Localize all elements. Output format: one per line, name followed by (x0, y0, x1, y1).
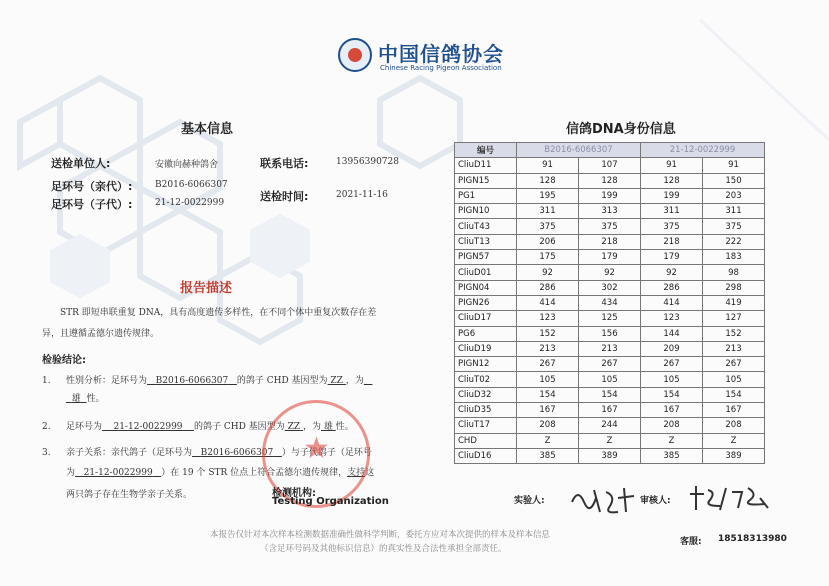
dna-row (455, 173, 765, 188)
dna-locus-cell: CliuD11 (455, 158, 517, 173)
service-label: 客服: (680, 537, 702, 547)
dna-row (455, 448, 765, 463)
dna-allele-cell: 123 (517, 311, 579, 326)
dna-locus-cell: CliuT43 (455, 219, 517, 234)
official-seal-stamp: ★ (262, 400, 370, 508)
item2-text: 足环号为 21-12-0022999 的鸽子 CHD 基因型为 ZZ ，为 雄 性。 (66, 422, 354, 432)
item2-ring: 21-12-0022999 (113, 422, 183, 432)
parent-ring-label: 足环号（亲代）: (51, 180, 133, 193)
dna-allele-cell: 92 (641, 265, 703, 280)
parent-ring-value: B2016-6066307 (155, 180, 228, 190)
testing-org-label: 检测机构: (272, 488, 316, 499)
dna-locus-cell: CliuT17 (455, 418, 517, 433)
reviewer-label: 审核人: (640, 496, 671, 506)
dna-allele-cell: 199 (641, 188, 703, 203)
item3-line3: 两只鸽子存在生物学亲子关系。 (66, 490, 193, 500)
dna-allele-cell: 107 (579, 158, 641, 173)
dna-table-header (455, 143, 765, 158)
dna-allele-cell: 105 (579, 372, 641, 387)
footer-disclaimer-line2: （含足环号码及其他标识信息）的真实性及合法性承担全部责任。 (260, 544, 507, 554)
dna-allele-cell: 167 (579, 403, 641, 418)
item3-support: 支持 (347, 468, 366, 478)
dna-row (455, 219, 765, 234)
dna-allele-cell: 91 (641, 158, 703, 173)
report-title: 报告描述 (180, 281, 233, 296)
dna-allele-cell: 167 (703, 403, 765, 418)
dna-allele-cell: 375 (641, 219, 703, 234)
dna-header-child-ring: 21-12-0022999 (641, 143, 765, 158)
dna-allele-cell: Z (579, 433, 641, 448)
dna-allele-cell: 434 (579, 295, 641, 310)
dna-allele-cell: 213 (579, 341, 641, 356)
dna-row (455, 311, 765, 326)
report-description-line2: 异，且遵循孟德尔遗传规律。 (42, 329, 160, 339)
dna-allele-cell: 154 (517, 387, 579, 402)
dna-locus-cell: PIGN15 (455, 173, 517, 188)
dna-locus-cell: PIGN26 (455, 295, 517, 310)
dna-allele-cell: 286 (641, 280, 703, 295)
item1-number: 1. (42, 376, 51, 386)
dna-allele-cell: 385 (641, 448, 703, 463)
dna-locus-cell: CHD (455, 433, 517, 448)
service-phone: 18518313980 (718, 534, 787, 544)
item1-sex-line (66, 392, 105, 407)
dna-row (455, 250, 765, 265)
dna-locus-cell: CliuD32 (455, 387, 517, 402)
dna-allele-cell: 222 (703, 234, 765, 249)
dna-row (455, 357, 765, 372)
report-description-line1: STR 即短串联重复 DNA，具有高度遗传多样性，在不同个体中重复次数存在差 (60, 308, 377, 318)
dna-allele-cell: 389 (579, 448, 641, 463)
dna-allele-cell: 389 (703, 448, 765, 463)
dna-allele-cell: 183 (703, 250, 765, 265)
dna-allele-cell: 244 (579, 418, 641, 433)
dna-locus-cell: PG6 (455, 326, 517, 341)
association-emblem-icon (338, 38, 372, 72)
dna-allele-cell: 206 (517, 234, 579, 249)
dna-allele-cell: 105 (641, 372, 703, 387)
dna-row (455, 158, 765, 173)
dna-row (455, 188, 765, 203)
footer-disclaimer-line1: 本报告仅针对本次样本检测数据准确性做科学判断，委托方应对本次提供的样本及样本信息 (210, 530, 551, 540)
dna-allele-cell: 199 (579, 188, 641, 203)
dna-allele-cell: 128 (641, 173, 703, 188)
reviewer-signature (686, 482, 774, 516)
dna-locus-cell: CliuD16 (455, 448, 517, 463)
dna-allele-cell: 91 (703, 158, 765, 173)
dna-allele-cell: 298 (703, 280, 765, 295)
dna-allele-cell: 128 (517, 173, 579, 188)
dna-allele-cell: 179 (579, 250, 641, 265)
item1-genotype: ZZ (330, 376, 343, 386)
dna-allele-cell: 195 (517, 188, 579, 203)
item2-number: 2. (42, 422, 51, 432)
unit-label: 送检单位人: (51, 157, 111, 170)
dna-allele-cell: Z (641, 433, 703, 448)
tester-signature (566, 482, 646, 516)
dna-allele-cell: 203 (703, 188, 765, 203)
dna-locus-cell: PIGN04 (455, 280, 517, 295)
item1-prefix: 性别分析：足环号为 (66, 376, 148, 386)
tester-label: 实验人: (514, 496, 545, 506)
dna-locus-cell: CliuD01 (455, 265, 517, 280)
dna-allele-cell: 144 (641, 326, 703, 341)
dna-row (455, 372, 765, 387)
dna-allele-cell: 419 (703, 295, 765, 310)
testing-org-label-en: Testing Organization (272, 496, 389, 507)
dna-allele-cell: 98 (703, 265, 765, 280)
item3-number: 3. (42, 448, 51, 458)
dna-allele-cell: 167 (641, 403, 703, 418)
dna-allele-cell: 267 (703, 357, 765, 372)
dna-allele-cell: 167 (517, 403, 579, 418)
dna-locus-cell: CliuT13 (455, 234, 517, 249)
header-logo (0, 36, 829, 76)
dna-locus-cell: PIGN57 (455, 250, 517, 265)
dna-allele-cell: 313 (579, 204, 641, 219)
item1-sex: 雄 (71, 394, 81, 404)
dna-allele-cell: 302 (579, 280, 641, 295)
dna-allele-cell: 209 (641, 341, 703, 356)
dna-allele-cell: 375 (517, 219, 579, 234)
dna-allele-cell: 152 (517, 326, 579, 341)
dna-allele-cell: 267 (579, 357, 641, 372)
dna-row (455, 403, 765, 418)
unit-value: 安徽向赫种鸽舍 (155, 160, 219, 170)
dna-header-id: 编号 (455, 143, 517, 158)
dna-locus-cell: CliuT02 (455, 372, 517, 387)
dna-allele-cell: Z (703, 433, 765, 448)
dna-allele-cell: 218 (641, 234, 703, 249)
dna-header-parent-ring: B2016-6066307 (517, 143, 641, 158)
dna-row (455, 326, 765, 341)
dna-row (455, 280, 765, 295)
dna-row (455, 265, 765, 280)
dna-allele-cell: 213 (517, 341, 579, 356)
dna-allele-cell: 152 (703, 326, 765, 341)
child-ring-value: 21-12-0022999 (155, 198, 225, 208)
dna-row (455, 387, 765, 402)
child-ring-label: 足环号（子代）: (51, 198, 133, 211)
dna-allele-cell: 208 (703, 418, 765, 433)
dna-locus-cell: PIGN10 (455, 204, 517, 219)
dna-allele-cell: 213 (703, 341, 765, 356)
dna-locus-cell: PG1 (455, 188, 517, 203)
dna-row (455, 433, 765, 448)
basic-info-title: 基本信息 (181, 122, 234, 137)
item3-child-ring: 21-12-0022999 (83, 468, 153, 478)
dna-row (455, 418, 765, 433)
dna-allele-cell: 179 (641, 250, 703, 265)
dna-allele-cell: 128 (579, 173, 641, 188)
item1-text (66, 374, 372, 389)
item2-sex: 雄 (323, 422, 333, 432)
dna-allele-cell: 156 (579, 326, 641, 341)
dna-allele-cell: 154 (703, 387, 765, 402)
dna-allele-cell: 123 (641, 311, 703, 326)
dna-locus-cell: CliuD35 (455, 403, 517, 418)
dna-allele-cell: 375 (703, 219, 765, 234)
dna-row (455, 295, 765, 310)
item3-line1: 亲子关系：亲代鸽子（足环号为 B2016-6066307 ）与子代鸽子（足环号 (66, 448, 372, 458)
dna-table (454, 142, 765, 464)
dna-allele-cell: 414 (641, 295, 703, 310)
dna-allele-cell: 218 (579, 234, 641, 249)
dna-row (455, 341, 765, 356)
dna-allele-cell: 175 (517, 250, 579, 265)
item1-mid: 的鸽子 CHD 基因型为 (236, 376, 328, 386)
dna-allele-cell: 154 (579, 387, 641, 402)
dna-allele-cell: 286 (517, 280, 579, 295)
phone-value: 13956390728 (336, 157, 399, 167)
dna-allele-cell: 311 (641, 204, 703, 219)
dna-row (455, 204, 765, 219)
dna-allele-cell: 375 (579, 219, 641, 234)
dna-allele-cell: 91 (517, 158, 579, 173)
dna-allele-cell: 105 (517, 372, 579, 387)
phone-label: 联系电话: (260, 157, 309, 170)
dna-allele-cell: 105 (703, 372, 765, 387)
dna-allele-cell: 125 (579, 311, 641, 326)
dna-allele-cell: 385 (517, 448, 579, 463)
item2-genotype: ZZ (287, 422, 301, 432)
dna-info-title: 信鸽DNA身份信息 (566, 122, 676, 137)
dna-allele-cell: 311 (517, 204, 579, 219)
dna-allele-cell: 267 (641, 357, 703, 372)
dna-allele-cell: 154 (641, 387, 703, 402)
dna-allele-cell: 414 (517, 295, 579, 310)
item1-suffix: 性。 (86, 394, 105, 404)
date-label: 送检时间: (260, 190, 309, 203)
dna-locus-cell: CliuD17 (455, 311, 517, 326)
dna-allele-cell: 208 (517, 418, 579, 433)
item3-line2: 为 21-12-0022999 ）在 19 个 STR 位点上符合孟德尔遗传规律，支持这 (66, 468, 375, 478)
dna-row (455, 234, 765, 249)
dna-allele-cell: 267 (517, 357, 579, 372)
date-value: 2021-11-16 (336, 190, 388, 200)
association-name-en: Chinese Racing Pigeon Association (380, 64, 502, 72)
dna-locus-cell: CliuD19 (455, 341, 517, 356)
dna-allele-cell: Z (517, 433, 579, 448)
dna-locus-cell: PIGN12 (455, 357, 517, 372)
conclusion-label: 检验结论: (42, 355, 86, 366)
dna-allele-cell: 127 (703, 311, 765, 326)
dna-allele-cell: 311 (703, 204, 765, 219)
item1-ring: B2016-6066307 (155, 376, 229, 386)
association-name: 中国信鸽协会 (378, 42, 504, 66)
dna-allele-cell: 92 (517, 265, 579, 280)
item1-conj: ，为 (345, 376, 364, 386)
dna-allele-cell: 92 (579, 265, 641, 280)
item3-parent-ring: B2016-6066307 (200, 448, 274, 458)
dna-allele-cell: 150 (703, 173, 765, 188)
dna-allele-cell: 208 (641, 418, 703, 433)
